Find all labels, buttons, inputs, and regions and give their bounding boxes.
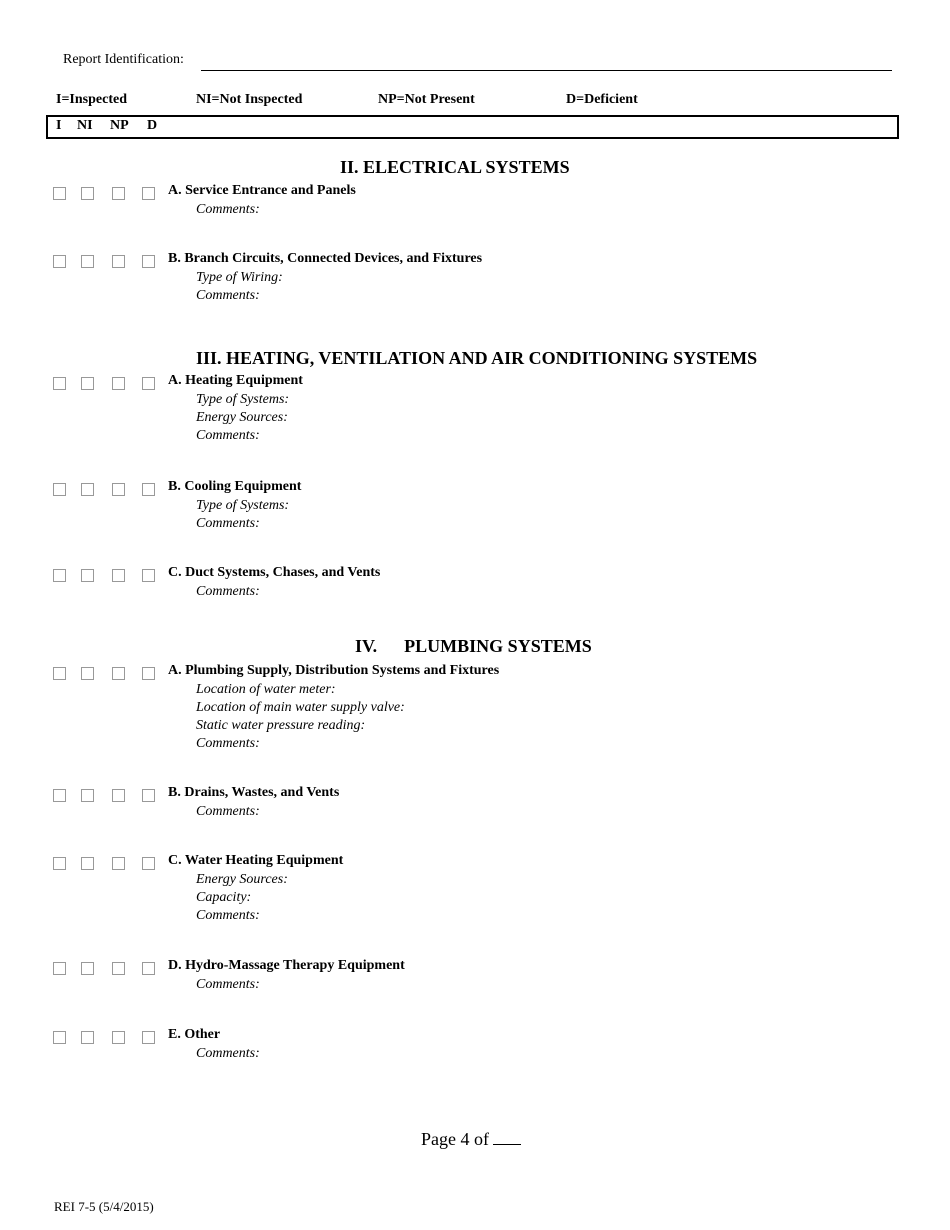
checkbox-np[interactable] (112, 483, 125, 496)
item-field-label: Comments: (196, 516, 260, 531)
item-title: A. Service Entrance and Panels (168, 183, 356, 198)
checkbox-np[interactable] (112, 187, 125, 200)
section-title-hvac: III. HEATING, VENTILATION AND AIR CONDITIONING SYSTEMS (196, 348, 758, 368)
checkbox-d[interactable] (142, 1031, 155, 1044)
item-field-label: Static water pressure reading: (196, 718, 366, 733)
checkbox-np[interactable] (112, 569, 125, 582)
item-title: D. Hydro-Massage Therapy Equipment (168, 958, 405, 973)
page-number (421, 1129, 521, 1150)
item-title: A. Plumbing Supply, Distribution Systems and Fixtures (168, 663, 500, 678)
checkbox-d[interactable] (142, 789, 155, 802)
item-field-label: Type of Wiring: (196, 270, 283, 285)
checkbox-i[interactable] (53, 789, 66, 802)
column-ni: NI (77, 118, 93, 133)
column-d: D (147, 118, 158, 133)
checkbox-ni[interactable] (81, 377, 94, 390)
checkbox-d[interactable] (142, 569, 155, 582)
item-title: B. Drains, Wastes, and Vents (168, 785, 340, 800)
item-field-label: Type of Systems: (196, 392, 290, 407)
checkbox-i[interactable] (53, 187, 66, 200)
item-field-label: Comments: (196, 1046, 260, 1061)
checkbox-i[interactable] (53, 483, 66, 496)
checkbox-np[interactable] (112, 1031, 125, 1044)
checkbox-d[interactable] (142, 962, 155, 975)
item-field-label: Comments: (196, 428, 260, 443)
legend-deficient: D=Deficient (566, 92, 638, 107)
item-field-label: Location of main water supply valve: (196, 700, 405, 715)
item-field-label: Comments: (196, 804, 260, 819)
item-field-label: Comments: (196, 288, 260, 303)
checkbox-ni[interactable] (81, 667, 94, 680)
section-title-electrical: II. ELECTRICAL SYSTEMS (340, 157, 570, 177)
checkbox-i[interactable] (53, 1031, 66, 1044)
checkbox-ni[interactable] (81, 857, 94, 870)
checkbox-ni[interactable] (81, 1031, 94, 1044)
checkbox-d[interactable] (142, 377, 155, 390)
checkbox-d[interactable] (142, 483, 155, 496)
item-field-label: Comments: (196, 908, 260, 923)
report-identification-field[interactable] (201, 70, 892, 71)
checkbox-ni[interactable] (81, 569, 94, 582)
checkbox-d[interactable] (142, 857, 155, 870)
checkbox-i[interactable] (53, 962, 66, 975)
checkbox-ni[interactable] (81, 789, 94, 802)
item-field-label: Capacity: (196, 890, 252, 905)
checkbox-i[interactable] (53, 377, 66, 390)
item-field-label: Comments: (196, 977, 260, 992)
form-id: REI 7-5 (5/4/2015) (54, 1199, 154, 1214)
section-title-plumbing: IV. PLUMBING SYSTEMS (355, 636, 592, 656)
legend-inspected: I=Inspected (56, 92, 127, 107)
column-np: NP (110, 118, 129, 133)
checkbox-np[interactable] (112, 857, 125, 870)
item-title: C. Water Heating Equipment (168, 853, 344, 868)
checkbox-np[interactable] (112, 667, 125, 680)
checkbox-i[interactable] (53, 569, 66, 582)
checkbox-ni[interactable] (81, 187, 94, 200)
checkbox-ni[interactable] (81, 255, 94, 268)
item-field-label: Comments: (196, 202, 260, 217)
item-field-label: Comments: (196, 736, 260, 751)
checkbox-d[interactable] (142, 255, 155, 268)
checkbox-ni[interactable] (81, 483, 94, 496)
legend-not-inspected: NI=Not Inspected (196, 92, 303, 107)
checkbox-i[interactable] (53, 255, 66, 268)
page-label: Page 4 of (421, 1129, 489, 1149)
column-i: I (56, 118, 62, 133)
item-field-label: Type of Systems: (196, 498, 290, 513)
checkbox-d[interactable] (142, 667, 155, 680)
item-title: C. Duct Systems, Chases, and Vents (168, 565, 381, 580)
legend-not-present: NP=Not Present (378, 92, 475, 107)
checkbox-i[interactable] (53, 857, 66, 870)
checkbox-np[interactable] (112, 962, 125, 975)
item-field-label: Energy Sources: (196, 872, 288, 887)
checkbox-i[interactable] (53, 667, 66, 680)
item-title: E. Other (168, 1027, 221, 1042)
report-identification-label: Report Identification: (63, 52, 184, 67)
checkbox-np[interactable] (112, 377, 125, 390)
item-field-label: Energy Sources: (196, 410, 288, 425)
item-title: B. Cooling Equipment (168, 479, 302, 494)
item-title: A. Heating Equipment (168, 373, 303, 388)
item-field-label: Comments: (196, 584, 260, 599)
item-field-label: Location of water meter: (196, 682, 336, 697)
checkbox-ni[interactable] (81, 962, 94, 975)
checkbox-d[interactable] (142, 187, 155, 200)
column-header-bar (46, 115, 899, 139)
page-total-blank (493, 1130, 521, 1145)
item-title: B. Branch Circuits, Connected Devices, and Fixtures (168, 251, 483, 266)
checkbox-np[interactable] (112, 255, 125, 268)
checkbox-np[interactable] (112, 789, 125, 802)
